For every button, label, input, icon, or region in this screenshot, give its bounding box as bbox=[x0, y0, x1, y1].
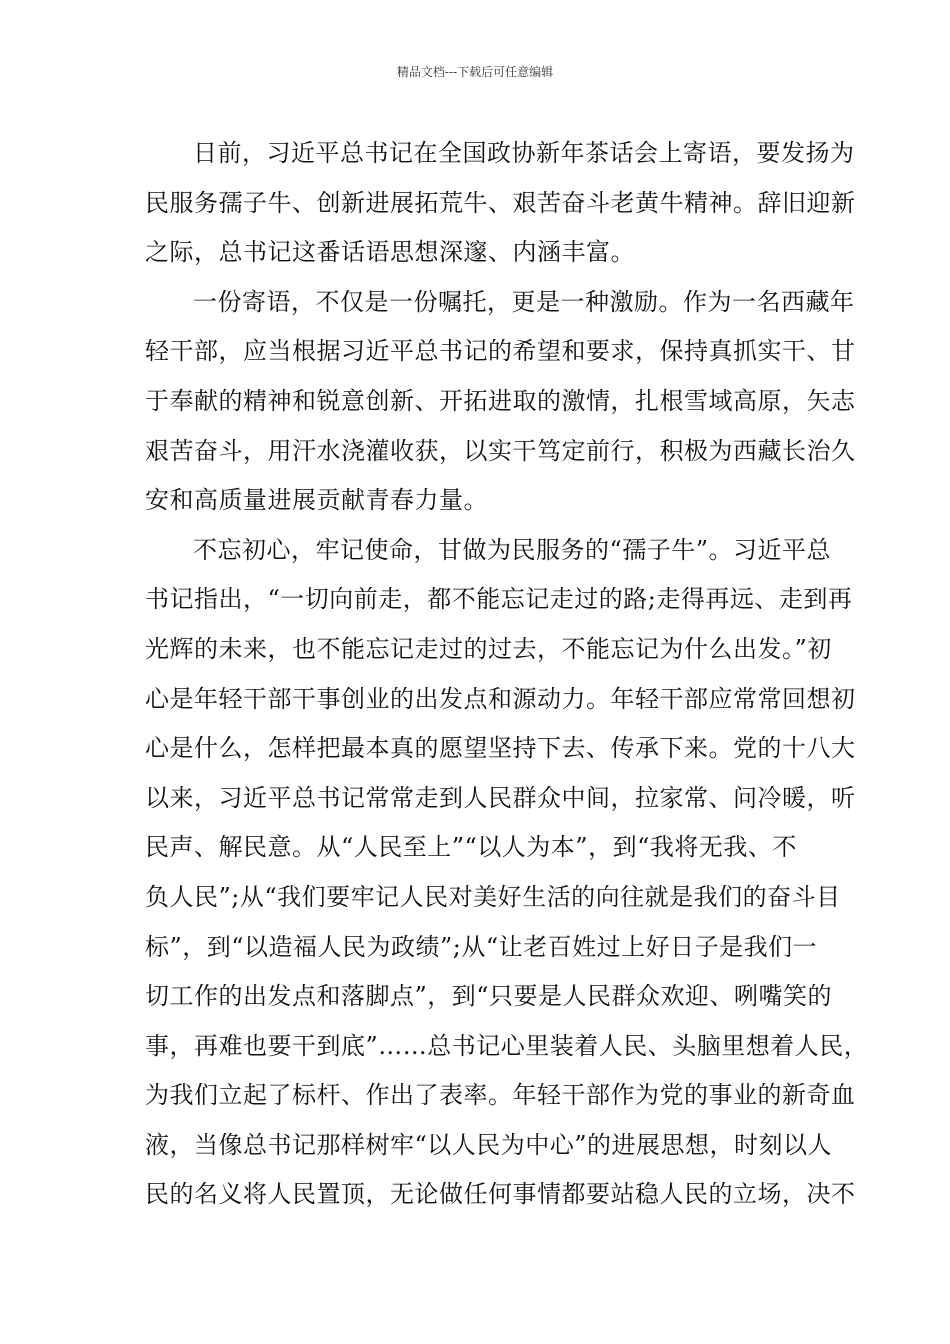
text-line: 轻干部，应当根据习近平总书记的希望和要求，保持真抓实干、甘 bbox=[145, 337, 856, 366]
text-line: 艰苦奋斗，用汗水浇灌收获，以实干笃定前行，积极为西藏长治久 bbox=[145, 436, 856, 465]
text-line: 日前，习近平总书记在全国政协新年茶话会上寄语，要发扬为 bbox=[193, 139, 855, 167]
text-line: 不忘初心，牢记使命，甘做为民服务的“孺子牛”。习近平总 bbox=[193, 535, 832, 564]
text-line: 心是什么，怎样把最本真的愿望坚持下去、传承下来。党的十八大 bbox=[145, 734, 856, 763]
text-line: 事，再难也要干到底”……总书记心里装着人民、头脑里想着人民， bbox=[145, 1031, 869, 1060]
text-line: 于奉献的精神和锐意创新、开拓进取的激情，扎根雪域高原，矢志 bbox=[145, 386, 856, 415]
document-body bbox=[145, 129, 869, 1220]
text-line: 之际，总书记这番话语思想深邃、内涵丰富。 bbox=[145, 238, 635, 267]
text-line: 切工作的出发点和落脚点”，到“只要是人民群众欢迎、咧嘴笑的 bbox=[145, 982, 833, 1011]
text-line: 以来，习近平总书记常常走到人民群众中间，拉家常、问冷暖，听 bbox=[145, 783, 856, 812]
text-line: 民的名义将人民置顶，无论做任何事情都要站稳人民的立场，决不 bbox=[145, 1180, 856, 1209]
text-line: 负人民”;从“我们要牢记人民对美好生活的向往就是我们的奋斗目 bbox=[145, 882, 841, 911]
text-line: 为我们立起了标杆、作出了表率。年轻干部作为党的事业的新奇血 bbox=[145, 1081, 856, 1110]
paragraph-3 bbox=[145, 526, 869, 1220]
paragraph-1 bbox=[145, 129, 856, 278]
page-header: 精品文档---下载后可任意编辑 bbox=[396, 65, 554, 79]
text-line: 标”，到“以造福人民为政绩”;从“让老百姓过上好日子是我们一 bbox=[145, 932, 818, 961]
text-line: 光辉的未来，也不能忘记走过的过去，不能忘记为什么出发。”初 bbox=[145, 634, 832, 663]
text-line: 心是年轻干部干事创业的出发点和源动力。年轻干部应常常回想初 bbox=[145, 684, 856, 713]
paragraph-2 bbox=[145, 278, 856, 526]
text-line: 书记指出，“一切向前走，都不能忘记走过的路;走得再远、走到再 bbox=[145, 585, 853, 614]
text-line: 安和高质量进展贡献青春力量。 bbox=[145, 486, 488, 515]
text-line: 民服务孺子牛、创新进展拓荒牛、艰苦奋斗老黄牛精神。辞旧迎新 bbox=[145, 188, 856, 217]
text-line: 民声、解民意。从“人民至上”“以人为本”，到“我将无我、不 bbox=[145, 833, 797, 862]
text-line: 一份寄语，不仅是一份嘱托，更是一种激励。作为一名西藏年 bbox=[193, 287, 855, 316]
text-line: 液，当像总书记那样树牢“以人民为中心”的进展思想，时刻以人 bbox=[145, 1130, 833, 1159]
